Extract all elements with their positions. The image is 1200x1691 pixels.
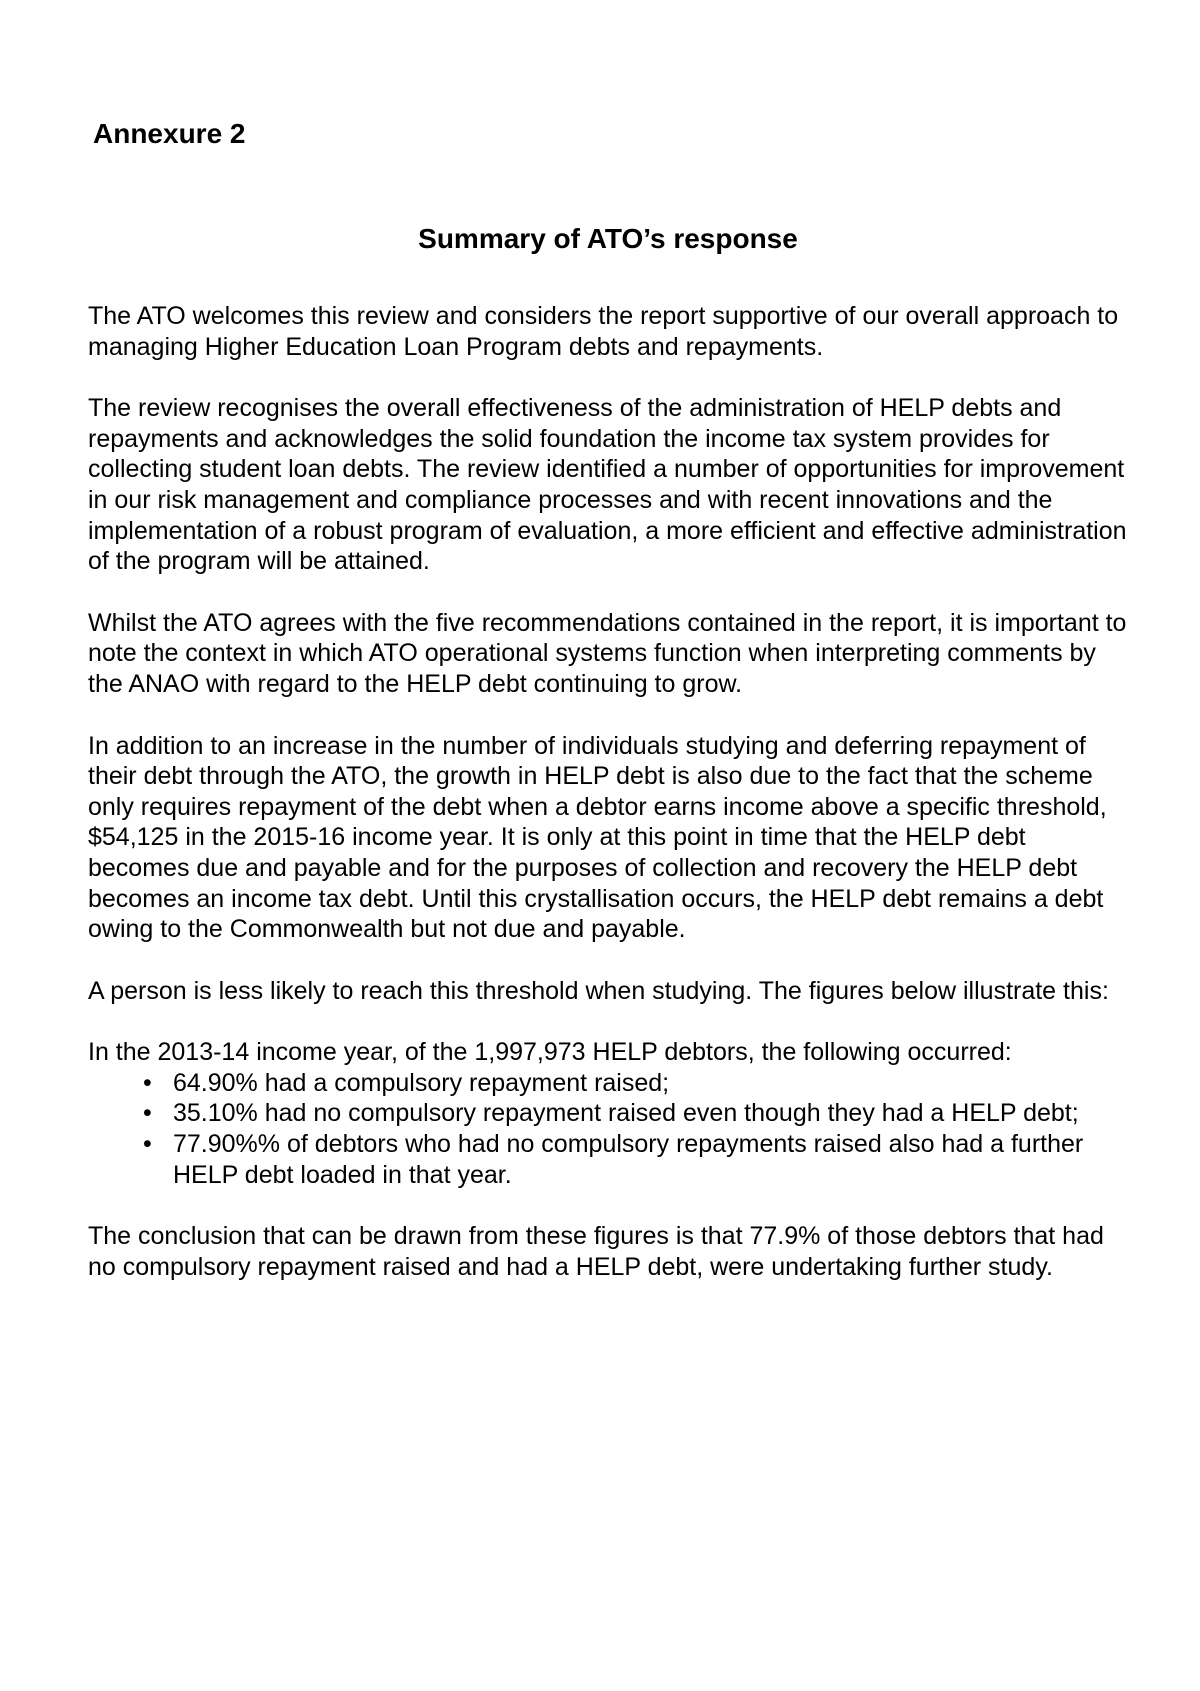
annexure-label: Annexure 2 xyxy=(93,118,246,149)
bullet-icon: • xyxy=(143,1130,152,1159)
bullet-icon: • xyxy=(143,1068,152,1097)
list-intro: In the 2013-14 income year, of the 1,997,973 HELP debtors, the following occurred: xyxy=(88,1038,1012,1067)
paragraph-debt-growth: In addition to an increase in the number of individuals studying and deferring repayment of their debt through the ATO, the growth in HELP debt is also due to the fact that the scheme only requires repayment of the debt when a debtor earns income above a specific threshold, $54,125 in the 2015-16 income year. It is only at this point in time that the HELP debt becomes due and payable and for the purposes of collection and recovery the HELP debt becomes an income tax debt. Until this crystallisation occurs, the HELP debt remains a debt owing to the Commonwealth but not due and payable. xyxy=(88,731,1107,944)
paragraph-intro: The ATO welcomes this review and considers the report supportive of our overall approach to managing Higher Education Loan Program debts and repayments. xyxy=(88,302,1119,361)
list-item xyxy=(143,1098,1128,1129)
list-item-text: 64.90% had a compulsory repayment raised; xyxy=(173,1068,670,1097)
list-item xyxy=(143,1068,1128,1099)
document-body xyxy=(88,301,1128,1313)
statistics-section xyxy=(88,1037,1128,1190)
paragraph-recommendations-context: Whilst the ATO agrees with the five recommendations contained in the report, it is important to note the context in which ATO operational systems function when interpreting comments by the ANAO with regard to the HELP debt continuing to grow. xyxy=(88,608,1127,698)
list-item-text: 35.10% had no compulsory repayment raised even though they had a HELP debt; xyxy=(173,1099,1079,1128)
paragraph-conclusion: The conclusion that can be drawn from these figures is that 77.9% of those debtors that had no compulsory repayment raised and had a HELP debt, were undertaking further study. xyxy=(88,1222,1104,1281)
list-item xyxy=(143,1129,1128,1190)
page-title: Summary of ATO’s response xyxy=(418,223,798,254)
paragraph-review-findings: The review recognises the overall effectiveness of the administration of HELP debts and repayments and acknowledges the solid foundation the income tax system provides for collecting student loan debts. The review identified a number of opportunities for improvement in our risk management and compliance processes and with recent innovations and the implementation of a robust program of evaluation, a more efficient and effective administration of the program will be attained. xyxy=(88,394,1127,576)
bullet-icon: • xyxy=(143,1099,152,1128)
paragraph-threshold: A person is less likely to reach this threshold when studying. The figures below illustrate this: xyxy=(88,976,1109,1005)
list-item-text: 77.90%% of debtors who had no compulsory repayments raised also had a further HELP debt loaded in that year. xyxy=(173,1130,1084,1189)
statistics-list xyxy=(88,1068,1128,1190)
